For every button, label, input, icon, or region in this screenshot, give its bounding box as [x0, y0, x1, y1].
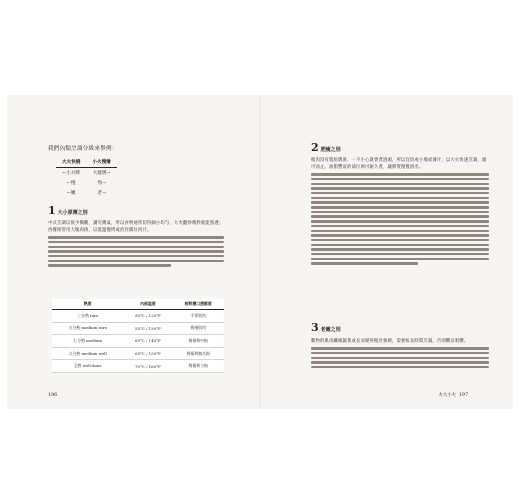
pair-cell: 老→ [97, 191, 106, 197]
table-cell: 65°C / 150°F [123, 347, 172, 360]
paragraph-text: 瘦肉沒有脂肪潤滑，一不小心就會煮過頭，所以宜切成小塊或薄片，以大火快速烹調，適可而止。油脂豐富的部位則可耐久煮，讓膠質慢慢溶出。 [311, 158, 487, 170]
doneness-table [52, 299, 224, 373]
table-cell: 拇指肌肉 [172, 322, 224, 335]
running-header: 火大小火 [438, 393, 456, 398]
table-cell: 60°C / 140°F [123, 335, 172, 348]
right-page [261, 96, 512, 408]
section-title: 老嫩之別 [320, 327, 341, 333]
text-line [311, 248, 489, 250]
text-line [311, 234, 489, 236]
table-cell: 七分熟 medium [52, 335, 123, 348]
text-line [311, 347, 489, 349]
text-line [311, 183, 489, 185]
text-line [311, 352, 489, 354]
text-line [311, 192, 489, 194]
section-number: 3 [311, 321, 319, 334]
table-header: 相對應口感鮮度 [172, 299, 224, 310]
text-line [311, 211, 489, 213]
intro-text: 我們內類烹調分級來舉例： [48, 146, 118, 152]
table-row [52, 360, 224, 373]
table-cell: 拇指和小指 [172, 360, 224, 373]
section-3-paragraph [311, 338, 489, 388]
table-cell: 九分熟 medium well [52, 347, 123, 360]
section-2-paragraph [311, 157, 489, 313]
text-line [311, 230, 489, 232]
text-line [311, 239, 489, 241]
pair-cell: ←小方牌 [62, 171, 81, 177]
page-number-right: 197 [458, 393, 468, 398]
table-cell: 拇指和中指 [172, 335, 224, 348]
table-row [52, 335, 224, 348]
pair-cell: 熟→ [97, 181, 106, 187]
doneness-pair-table [56, 158, 117, 199]
text-line [48, 260, 224, 262]
text-line [311, 187, 489, 189]
table-cell: 拇指和無名指 [172, 347, 224, 360]
text-line [48, 264, 171, 266]
table-row [52, 310, 224, 323]
text-line [311, 201, 489, 203]
text-line [311, 178, 489, 180]
pair-cell: ←嫩 [66, 191, 76, 197]
table-cell: 三分熟 rare [52, 310, 123, 323]
text-line [48, 250, 224, 252]
pair-row [56, 168, 117, 179]
table-cell: 手掌肌肉 [172, 310, 224, 323]
paragraph-text: 動物的肌肉纖維隨著成長而變得粗壯強韌，需要較長時間烹調，否則難以咀嚼。 [311, 339, 469, 344]
text-line [311, 244, 489, 246]
table-cell: 全熟 well-done [52, 360, 123, 373]
table-cell: 五分熟 medium rare [52, 322, 123, 335]
text-line [48, 246, 224, 248]
text-line [311, 361, 489, 363]
text-line [311, 197, 489, 199]
table-cell: 70°C / 160°F [123, 360, 172, 373]
table-header: 內部溫度 [123, 299, 172, 310]
table-row [52, 322, 224, 335]
table-row [52, 347, 224, 360]
text-line [311, 215, 489, 217]
table-cell: 55°C / 130°F [123, 322, 172, 335]
text-line [48, 241, 224, 243]
pair-row [56, 188, 117, 198]
pair-cell: ←慢 [66, 181, 76, 187]
text-line [311, 357, 489, 359]
table-cell: 50°C / 120°F [123, 310, 172, 323]
section-1-paragraph [48, 220, 224, 294]
section-2-heading [311, 142, 341, 153]
text-line [311, 206, 489, 208]
pair-row [56, 178, 117, 188]
text-line [311, 258, 489, 260]
text-line [48, 255, 224, 257]
text-line [311, 220, 489, 222]
section-1-heading [48, 205, 88, 216]
table-header: 熟度 [52, 299, 123, 310]
left-page [8, 96, 260, 408]
book-spread [8, 96, 512, 408]
section-number: 2 [311, 141, 319, 154]
text-line [311, 173, 489, 175]
pair-cell: 大燒牌→ [92, 171, 111, 177]
text-line [311, 366, 489, 368]
pair-header-slow: 小火慢燴 [86, 158, 116, 168]
paragraph-text: 中式烹調以很少橫觀，講究鑊氣，所以食物通常切得細小均勻，大火翻炒幾秒就能熟透；西餐則常用大塊肉排，以低溫慢烤或煎封鎖住肉汁。 [48, 221, 224, 233]
text-line [311, 225, 489, 227]
text-line [311, 262, 418, 264]
pair-header-fast: 大火快燒 [56, 158, 86, 168]
text-line [48, 236, 224, 238]
section-title: 肥瘦之別 [320, 147, 341, 153]
text-line [311, 253, 489, 255]
section-number: 1 [48, 204, 56, 217]
section-3-heading [311, 322, 341, 333]
page-number-left: 196 [48, 393, 58, 398]
section-title: 大小厚薄之別 [57, 210, 88, 216]
